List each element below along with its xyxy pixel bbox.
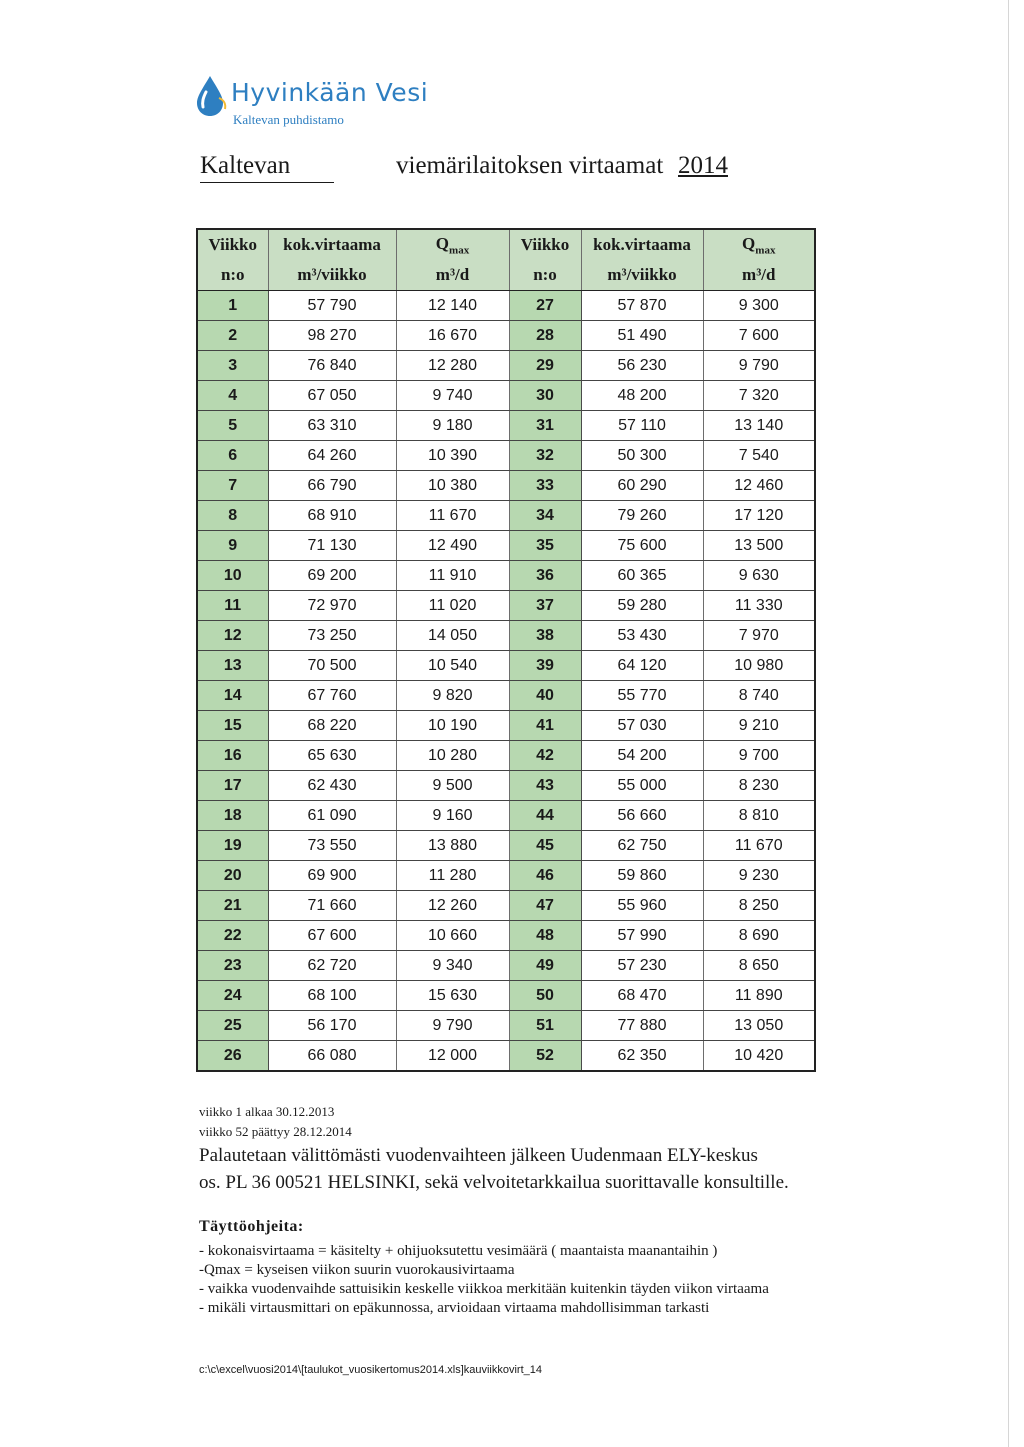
qmax-cell: 13 500 (703, 531, 815, 561)
qmax-cell: 12 280 (396, 351, 509, 381)
title-main: viemärilaitoksen virtaamat (396, 152, 664, 179)
total-flow-cell: 56 230 (581, 351, 703, 381)
header-week: Viikko (197, 229, 268, 260)
total-flow-cell: 56 660 (581, 801, 703, 831)
qmax-cell: 11 670 (396, 501, 509, 531)
total-flow-cell: 62 720 (268, 951, 396, 981)
week-number: 13 (197, 651, 268, 681)
total-flow-cell: 67 760 (268, 681, 396, 711)
header-total-flow: kok.virtaama (268, 229, 396, 260)
week-number: 34 (509, 501, 581, 531)
week-number: 39 (509, 651, 581, 681)
week-number: 9 (197, 531, 268, 561)
qmax-cell: 9 790 (703, 351, 815, 381)
qmax-cell: 9 630 (703, 561, 815, 591)
instruction-item: -Qmax = kyseisen viikon suurin vuorokausivirtaama (199, 1262, 515, 1278)
table-row (197, 621, 815, 651)
qmax-cell: 8 810 (703, 801, 815, 831)
qmax-cell: 13 880 (396, 831, 509, 861)
week-number: 27 (509, 291, 581, 321)
qmax-cell: 14 050 (396, 621, 509, 651)
qmax-cell: 9 740 (396, 381, 509, 411)
unit-week-no: n:o (197, 260, 268, 291)
qmax-cell: 10 540 (396, 651, 509, 681)
week-number: 22 (197, 921, 268, 951)
unit-m3-week: m³/viikko (581, 260, 703, 291)
total-flow-cell: 59 860 (581, 861, 703, 891)
week-number: 1 (197, 291, 268, 321)
logo-subtitle: Kaltevan puhdistamo (233, 112, 344, 127)
total-flow-cell: 53 430 (581, 621, 703, 651)
week-number: 23 (197, 951, 268, 981)
header-total-flow: kok.virtaama (581, 229, 703, 260)
qmax-cell: 9 340 (396, 951, 509, 981)
qmax-cell: 9 160 (396, 801, 509, 831)
total-flow-cell: 68 470 (581, 981, 703, 1011)
week-number: 43 (509, 771, 581, 801)
week-number: 42 (509, 741, 581, 771)
table-row (197, 651, 815, 681)
header-qmax (396, 229, 509, 260)
week-number: 48 (509, 921, 581, 951)
qmax-cell: 11 020 (396, 591, 509, 621)
table-row (197, 711, 815, 741)
unit-m3-day: m³/d (703, 260, 815, 291)
qmax-cell: 9 210 (703, 711, 815, 741)
title-site: Kaltevan (200, 152, 334, 183)
table-row (197, 951, 815, 981)
page-edge-line (1008, 0, 1009, 1447)
table-row (197, 591, 815, 621)
qmax-cell: 16 670 (396, 321, 509, 351)
total-flow-cell: 64 120 (581, 651, 703, 681)
total-flow-cell: 59 280 (581, 591, 703, 621)
table-row (197, 501, 815, 531)
week-number: 10 (197, 561, 268, 591)
week-number: 50 (509, 981, 581, 1011)
header-qmax-letter: Q (742, 233, 756, 253)
header-qmax (703, 229, 815, 260)
week-number: 5 (197, 411, 268, 441)
total-flow-cell: 65 630 (268, 741, 396, 771)
table-row (197, 351, 815, 381)
qmax-cell: 12 490 (396, 531, 509, 561)
total-flow-cell: 62 750 (581, 831, 703, 861)
total-flow-cell: 66 790 (268, 471, 396, 501)
total-flow-cell: 56 170 (268, 1011, 396, 1041)
header-qmax-subscript: max (449, 244, 470, 257)
instructions-list (199, 1242, 959, 1318)
title-year: 2014 (678, 152, 728, 179)
total-flow-cell: 67 600 (268, 921, 396, 951)
week-number: 51 (509, 1011, 581, 1041)
table-header-row (197, 229, 815, 260)
table-row (197, 681, 815, 711)
qmax-cell: 11 890 (703, 981, 815, 1011)
qmax-cell: 8 250 (703, 891, 815, 921)
week-number: 25 (197, 1011, 268, 1041)
table-body (197, 291, 815, 1072)
table-row (197, 1041, 815, 1072)
total-flow-cell: 55 770 (581, 681, 703, 711)
total-flow-cell: 51 490 (581, 321, 703, 351)
week-number: 33 (509, 471, 581, 501)
qmax-cell: 12 460 (703, 471, 815, 501)
qmax-cell: 9 790 (396, 1011, 509, 1041)
total-flow-cell: 61 090 (268, 801, 396, 831)
qmax-cell: 12 260 (396, 891, 509, 921)
total-flow-cell: 57 990 (581, 921, 703, 951)
unit-week-no: n:o (509, 260, 581, 291)
qmax-cell: 7 320 (703, 381, 815, 411)
total-flow-cell: 57 870 (581, 291, 703, 321)
week-number: 49 (509, 951, 581, 981)
qmax-cell: 8 690 (703, 921, 815, 951)
return-instruction-line2: os. PL 36 00521 HELSINKI, sekä velvoitetarkkailua suorittavalle konsultille. (199, 1172, 789, 1193)
table-row (197, 831, 815, 861)
total-flow-cell: 63 310 (268, 411, 396, 441)
total-flow-cell: 77 880 (581, 1011, 703, 1041)
total-flow-cell: 69 200 (268, 561, 396, 591)
qmax-cell: 9 300 (703, 291, 815, 321)
qmax-cell: 10 390 (396, 441, 509, 471)
week-number: 2 (197, 321, 268, 351)
table-row (197, 411, 815, 441)
table-row (197, 741, 815, 771)
qmax-cell: 7 970 (703, 621, 815, 651)
total-flow-cell: 57 110 (581, 411, 703, 441)
total-flow-cell: 57 230 (581, 951, 703, 981)
table-row (197, 471, 815, 501)
total-flow-cell: 73 550 (268, 831, 396, 861)
qmax-cell: 10 420 (703, 1041, 815, 1072)
week-number: 29 (509, 351, 581, 381)
qmax-cell: 7 540 (703, 441, 815, 471)
table-row (197, 291, 815, 321)
week-number: 14 (197, 681, 268, 711)
file-path: c:\c\excel\vuosi2014\[taulukot_vuosikertomus2014.xls]kauviikkovirt_14 (199, 1364, 543, 1376)
instruction-item: - kokonaisvirtaama = käsitelty + ohijuoksutettu vesimäärä ( maantaista maanantaihin ) (199, 1243, 718, 1259)
week-number: 4 (197, 381, 268, 411)
unit-m3-week: m³/viikko (268, 260, 396, 291)
week-number: 52 (509, 1041, 581, 1072)
total-flow-cell: 57 790 (268, 291, 396, 321)
week-number: 47 (509, 891, 581, 921)
water-drop-icon (193, 74, 227, 118)
qmax-cell: 9 700 (703, 741, 815, 771)
table-row (197, 981, 815, 1011)
total-flow-cell: 72 970 (268, 591, 396, 621)
week-number: 38 (509, 621, 581, 651)
total-flow-cell: 73 250 (268, 621, 396, 651)
header-week: Viikko (509, 229, 581, 260)
qmax-cell: 10 980 (703, 651, 815, 681)
qmax-cell: 8 650 (703, 951, 815, 981)
total-flow-cell: 71 660 (268, 891, 396, 921)
total-flow-cell: 68 100 (268, 981, 396, 1011)
table-row (197, 1011, 815, 1041)
total-flow-cell: 55 000 (581, 771, 703, 801)
total-flow-cell: 69 900 (268, 861, 396, 891)
table-row (197, 321, 815, 351)
qmax-cell: 13 140 (703, 411, 815, 441)
total-flow-cell: 60 365 (581, 561, 703, 591)
week-number: 26 (197, 1041, 268, 1072)
qmax-cell: 12 140 (396, 291, 509, 321)
total-flow-cell: 55 960 (581, 891, 703, 921)
total-flow-cell: 66 080 (268, 1041, 396, 1072)
qmax-cell: 12 000 (396, 1041, 509, 1072)
table-row (197, 861, 815, 891)
week-number: 3 (197, 351, 268, 381)
table-row (197, 801, 815, 831)
instruction-item: - mikäli virtausmittari on epäkunnossa, arvioidaan virtaama mahdollisimman tarkasti (199, 1300, 710, 1316)
week-number: 11 (197, 591, 268, 621)
qmax-cell: 15 630 (396, 981, 509, 1011)
qmax-cell: 9 820 (396, 681, 509, 711)
total-flow-cell: 98 270 (268, 321, 396, 351)
total-flow-cell: 75 600 (581, 531, 703, 561)
week-number: 35 (509, 531, 581, 561)
qmax-cell: 7 600 (703, 321, 815, 351)
week-number: 21 (197, 891, 268, 921)
week-number: 32 (509, 441, 581, 471)
week-number: 44 (509, 801, 581, 831)
week-number: 37 (509, 591, 581, 621)
total-flow-cell: 76 840 (268, 351, 396, 381)
qmax-cell: 10 190 (396, 711, 509, 741)
total-flow-cell: 64 260 (268, 441, 396, 471)
week-number: 41 (509, 711, 581, 741)
flow-table (196, 228, 816, 1072)
table-row (197, 531, 815, 561)
total-flow-cell: 70 500 (268, 651, 396, 681)
table-row (197, 561, 815, 591)
total-flow-cell: 71 130 (268, 531, 396, 561)
week-number: 16 (197, 741, 268, 771)
qmax-cell: 11 280 (396, 861, 509, 891)
total-flow-cell: 62 350 (581, 1041, 703, 1072)
qmax-cell: 17 120 (703, 501, 815, 531)
week-number: 28 (509, 321, 581, 351)
week-number: 46 (509, 861, 581, 891)
total-flow-cell: 67 050 (268, 381, 396, 411)
unit-m3-day: m³/d (396, 260, 509, 291)
total-flow-cell: 50 300 (581, 441, 703, 471)
total-flow-cell: 60 290 (581, 471, 703, 501)
week-number: 18 (197, 801, 268, 831)
qmax-cell: 11 330 (703, 591, 815, 621)
qmax-cell: 9 180 (396, 411, 509, 441)
total-flow-cell: 68 220 (268, 711, 396, 741)
table-row (197, 441, 815, 471)
qmax-cell: 9 230 (703, 861, 815, 891)
week-end-note: viikko 52 päättyy 28.12.2014 (199, 1124, 352, 1139)
week-number: 6 (197, 441, 268, 471)
return-instruction-line1: Palautetaan välittömästi vuodenvaihteen jälkeen Uudenmaan ELY-keskus (199, 1145, 758, 1166)
qmax-cell: 11 910 (396, 561, 509, 591)
week-number: 30 (509, 381, 581, 411)
table-units-row (197, 260, 815, 291)
qmax-cell: 10 280 (396, 741, 509, 771)
table-row (197, 891, 815, 921)
week-number: 8 (197, 501, 268, 531)
week-number: 36 (509, 561, 581, 591)
week-number: 15 (197, 711, 268, 741)
week-number: 31 (509, 411, 581, 441)
table-row (197, 771, 815, 801)
week-number: 40 (509, 681, 581, 711)
qmax-cell: 10 380 (396, 471, 509, 501)
instructions-heading: Täyttöohjeita: (199, 1218, 304, 1235)
qmax-cell: 11 670 (703, 831, 815, 861)
total-flow-cell: 57 030 (581, 711, 703, 741)
qmax-cell: 9 500 (396, 771, 509, 801)
week-start-note: viikko 1 alkaa 30.12.2013 (199, 1104, 335, 1119)
table-row (197, 921, 815, 951)
header-qmax-letter: Q (435, 233, 450, 253)
page-title (200, 152, 760, 192)
logo-name: Hyvinkään Vesi (231, 78, 429, 107)
week-number: 19 (197, 831, 268, 861)
week-number: 7 (197, 471, 268, 501)
week-number: 20 (197, 861, 268, 891)
total-flow-cell: 62 430 (268, 771, 396, 801)
qmax-cell: 8 740 (703, 681, 815, 711)
qmax-cell: 8 230 (703, 771, 815, 801)
qmax-cell: 10 660 (396, 921, 509, 951)
qmax-cell: 13 050 (703, 1011, 815, 1041)
table-row (197, 381, 815, 411)
week-number: 45 (509, 831, 581, 861)
header-qmax-subscript: max (755, 244, 776, 257)
notes (199, 1102, 959, 1196)
week-number: 12 (197, 621, 268, 651)
total-flow-cell: 79 260 (581, 501, 703, 531)
week-number: 24 (197, 981, 268, 1011)
total-flow-cell: 68 910 (268, 501, 396, 531)
total-flow-cell: 48 200 (581, 381, 703, 411)
instruction-item: - vaikka vuodenvaihde sattuisikin keskelle viikkoa merkitään kuitenkin täyden viikon virtaama (199, 1281, 769, 1297)
total-flow-cell: 54 200 (581, 741, 703, 771)
week-number: 17 (197, 771, 268, 801)
